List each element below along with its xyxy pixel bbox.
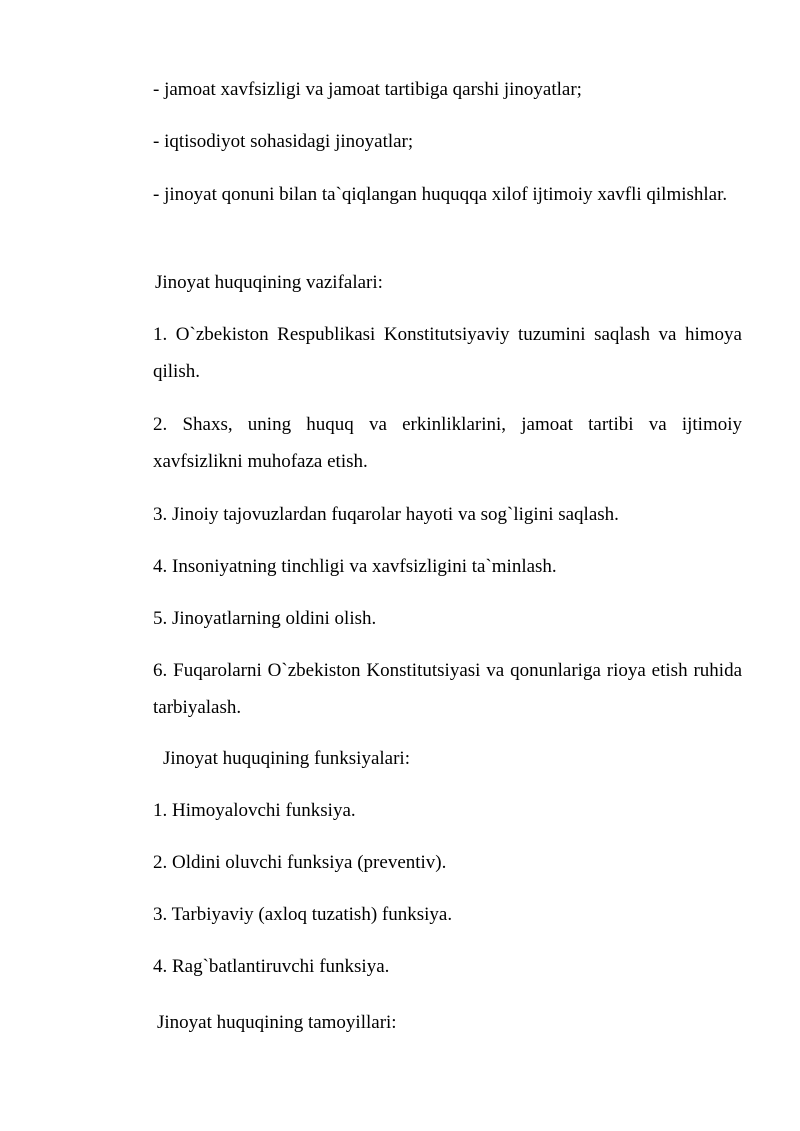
numbered-item [115,652,742,726]
numbered-item: 3. Jinoiy tajovuzlardan fuqarolar hayoti va sog`ligini saqlash. [153,504,619,525]
numbered-item: 5. Jinoyatlarning oldini olish. [153,608,377,629]
paragraph-text: - jinoyat qonuni bilan ta`qiqlangan huquqqa xilof ijtimoiy xavfli qilmishlar. [153,184,728,205]
numbered-item [115,406,742,480]
numbered-item: 3. Tarbiyaviy (axloq tuzatish) funksiya. [153,904,453,925]
paragraph-text: 2. Shaxs, uning huquq va erkinliklarini, jamoat tartibi va ijtimoiy xavfsizlikni muhofaza etish. [153,414,742,472]
paragraph-text: 1. O`zbekiston Respublikasi Konstitutsiyaviy tuzumini saqlash va himoya qilish. [153,324,742,382]
paragraph-list-item [115,176,742,213]
numbered-item [115,316,742,390]
section-heading: Jinoyat huquqining vazifalari: [155,272,383,293]
section-heading: Jinoyat huquqining tamoyillari: [157,1012,397,1033]
paragraph-list-item: - jamoat xavfsizligi va jamoat tartibiga qarshi jinoyatlar; [153,79,582,100]
section-heading: Jinoyat huquqining funksiyalari: [163,748,410,769]
numbered-item: 2. Oldini oluvchi funksiya (preventiv). [153,852,447,873]
paragraph-text: 6. Fuqarolarni O`zbekiston Konstitutsiyasi va qonunlariga rioya etish ruhida tarbiyalash. [153,660,742,718]
paragraph-list-item: - iqtisodiyot sohasidagi jinoyatlar; [153,131,414,152]
numbered-item: 1. Himoyalovchi funksiya. [153,800,356,821]
numbered-item: 4. Rag`batlantiruvchi funksiya. [153,956,390,977]
numbered-item: 4. Insoniyatning tinchligi va xavfsizligini ta`minlash. [153,556,557,577]
